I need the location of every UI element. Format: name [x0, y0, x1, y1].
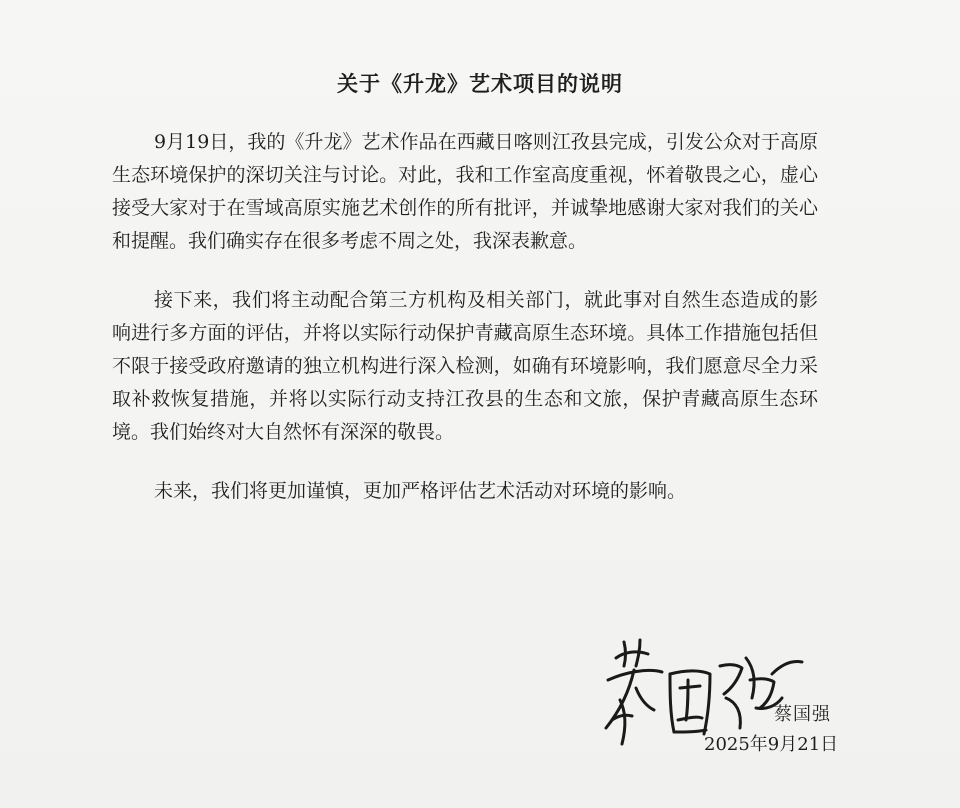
paragraph-3: 未来，我们将更加谨慎，更加严格评估艺术活动对环境的影响。 — [154, 480, 687, 502]
document-date: 2025年9月21日 — [704, 734, 839, 755]
signer-name: 蔡国强 — [774, 704, 831, 725]
paragraph-1: 9月19日，我的《升龙》艺术作品在西藏日喀则江孜县完成，引发公众对于高原生态环境保护的深切关注与讨论。对此，我和工作室高度重视，怀着敬畏之心，虚心接受大家对于在雪域高原实施艺术创作的所有批评，并诚挚地感谢大家对我们的关心和提醒。我们确实存在很多考虑不周之处，我深表歉意。 — [112, 131, 818, 252]
document-body — [0, 126, 960, 508]
paragraph-2: 接下来，我们将主动配合第三方机构及相关部门，就此事对自然生态造成的影响进行多方面的评估，并将以实际行动保护青藏高原生态环境。具体工作措施包括但不限于接受政府邀请的独立机构进行深入检测，如确有环境影响，我们愿意尽全力采取补救恢复措施，并将以实际行动支持江孜县的生态和文旅，保护青藏高原生态环境。我们始终对大自然怀有深深的敬畏。 — [112, 289, 818, 443]
document-title: 关于《升龙》艺术项目的说明 — [337, 71, 623, 96]
